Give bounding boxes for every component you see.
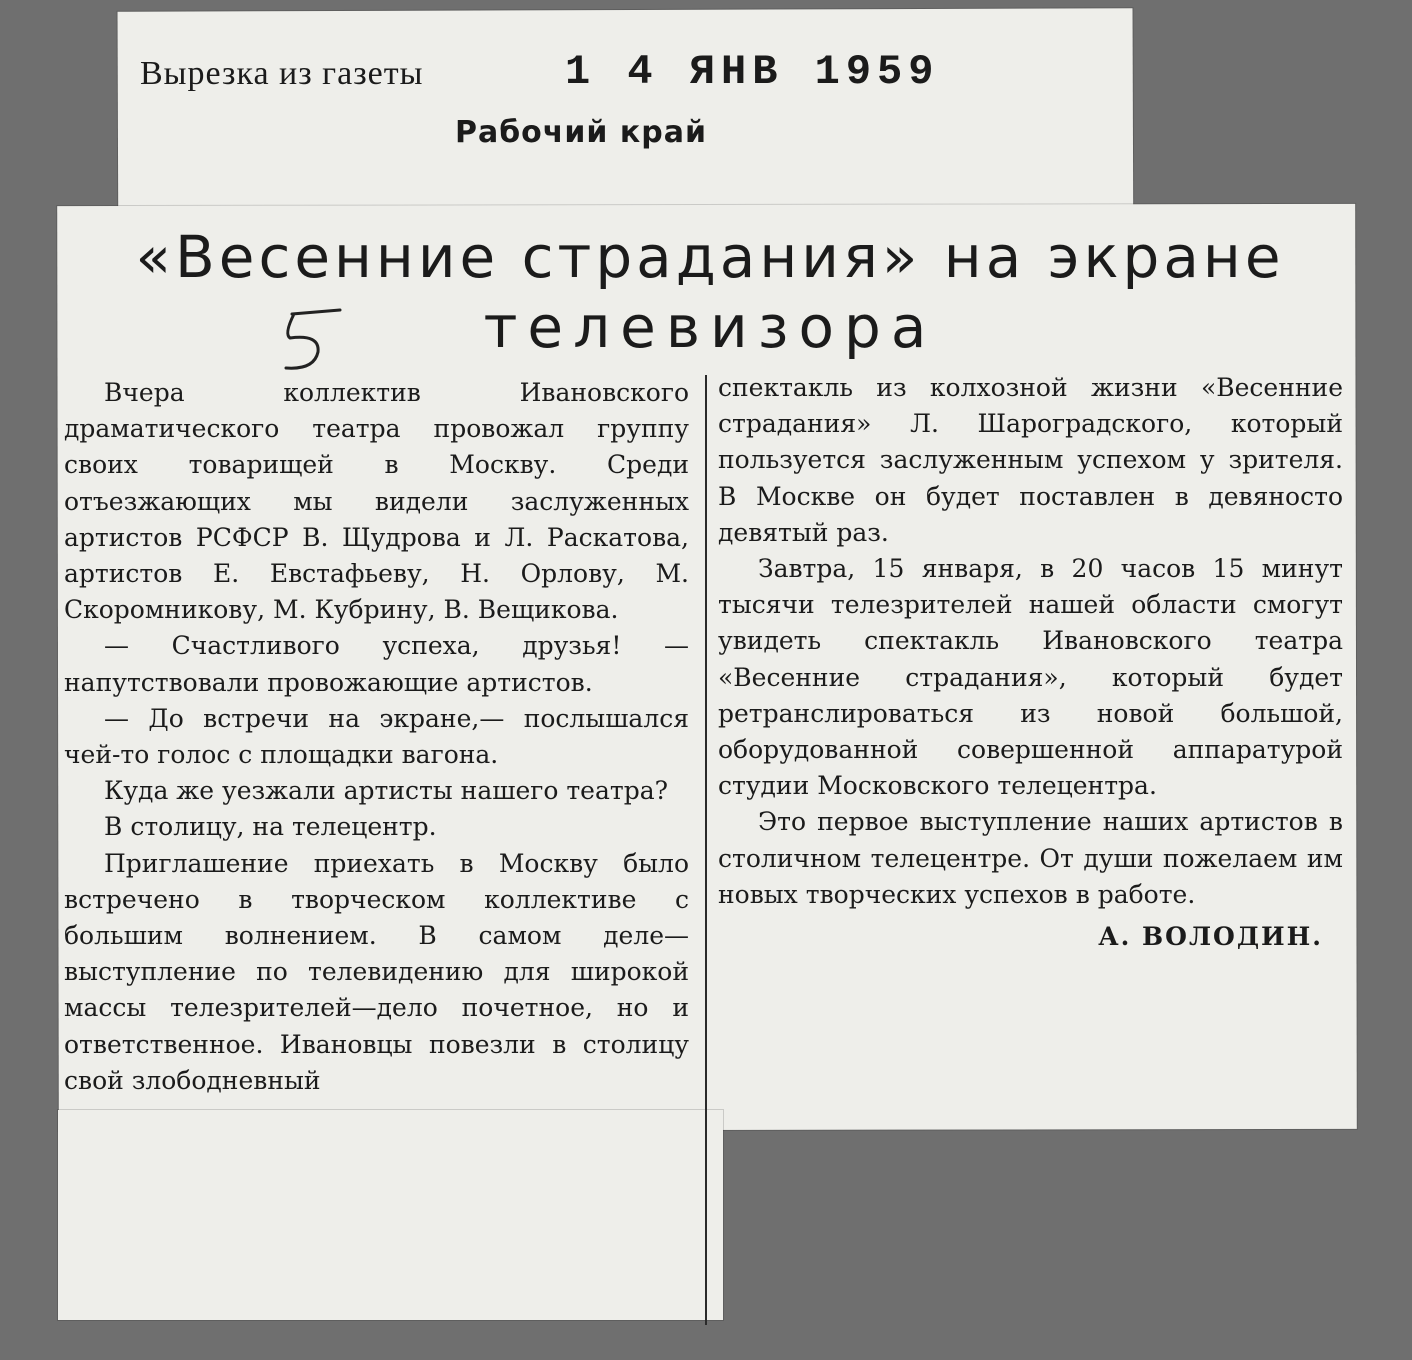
paragraph: Завтра, 15 января, в 20 часов 15 минут тысячи телезрителей нашей области смогут увидеть спектакль Ивановского театра «Весенние страдания», который будет ретранслироваться из новой большой, оборудованной совершенной аппаратурой студии Московского телецентра.: [718, 554, 1343, 801]
paragraph: — Счастливого успеха, друзья! — напутствовали провожающие артистов.: [64, 631, 689, 697]
article-column-right: [718, 370, 1343, 955]
article-column-left: [64, 375, 689, 1099]
column-divider: [705, 375, 707, 1325]
headline-line-2: телевизора: [483, 293, 937, 361]
clipping-article-paper-tail: [58, 1110, 723, 1320]
paragraph: — До встречи на экране,— послышался чей-то голос с площадки вагона.: [64, 703, 689, 770]
newspaper-name: Рабочий край: [455, 115, 707, 150]
paragraph: Приглашение приехать в Москву было встречено в творческом коллективе с большим волнением. В самом деле—выступление по телевидению для широкой массы телезрителей—дело почетное, но и ответственное. Ивановцы повезли в столицу свой злободневный: [64, 848, 689, 1095]
handwritten-number-mark: [262, 296, 352, 376]
author-signature: А. ВОЛОДИН.: [1098, 922, 1323, 952]
paragraph: Вчера коллектив Ивановского драматического театра провожал группу своих товарищей в Москву. Среди отъезжающих мы видели заслуженных артистов РСФСР В. Щудрова и Л. Раскатова, артистов Е. Евстафьеву, Н. Орлову, М. Скоромникову, М. Кубрину, В. Вещикова.: [64, 378, 689, 625]
clipping-stamp-label: Вырезка из газеты: [140, 55, 424, 92]
paragraph: Куда же уезжали артисты нашего театра?: [104, 776, 669, 806]
clipping-stamp-date: 1 4 ЯНВ 1959: [565, 48, 940, 96]
paragraph: спектакль из колхозной жизни «Весенние страдания» Л. Шароградского, который пользуется заслуженным успехом у зрителя. В Москве он будет поставлен в девяносто девятый раз.: [718, 373, 1343, 547]
paragraph: Это первое выступление наших артистов в столичном телецентре. От души пожелаем им новых творческих успехов в работе.: [718, 807, 1343, 909]
paragraph: В столицу, на телецентр.: [104, 812, 437, 842]
headline-line-1: «Весенние страдания» на экране: [135, 223, 1285, 291]
